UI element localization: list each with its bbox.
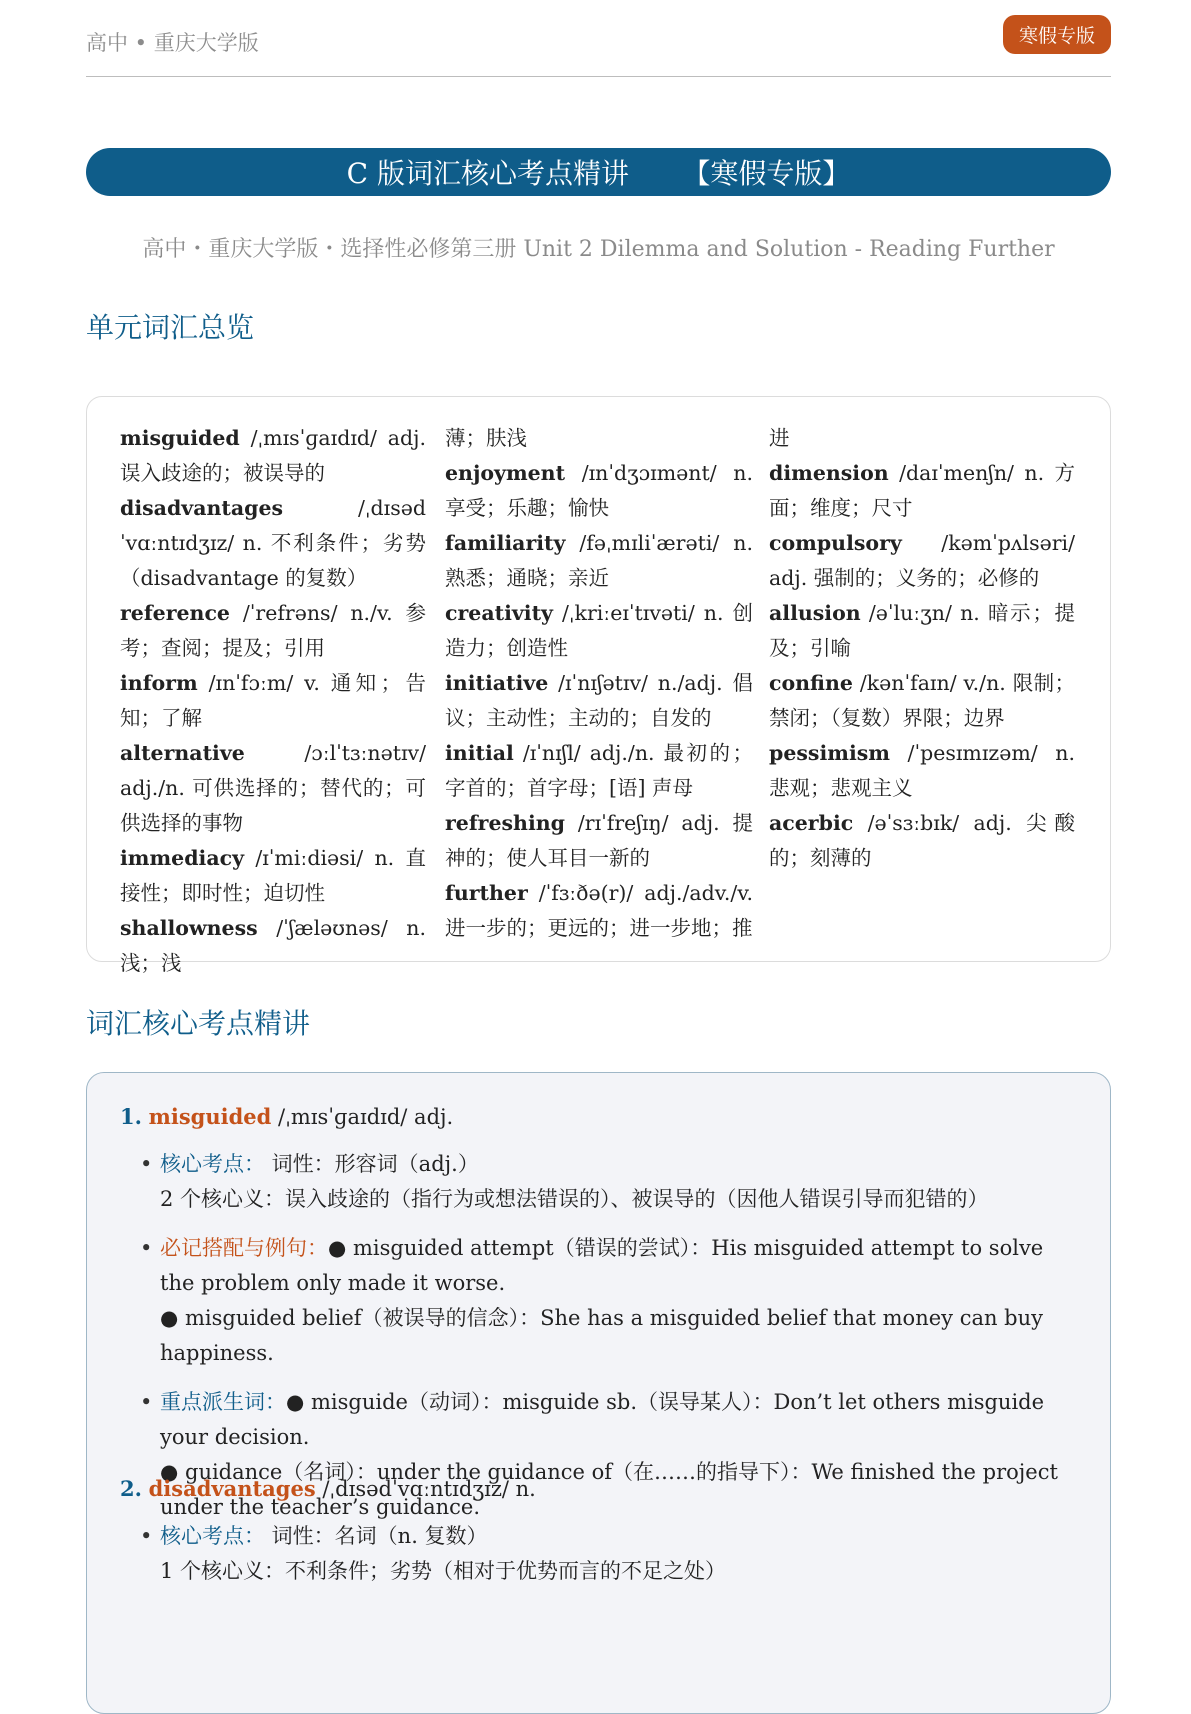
vocab-item: further /ˈfɜːðə(r)/ adj./adv./v. 进一步的；更远的；进一步地；推 bbox=[445, 881, 753, 940]
vocab-item: disadvantages /ˌdɪsədˈvɑːntɪdʒɪz/ n. 不利条件；劣势（disadvantage 的复数） bbox=[120, 496, 426, 590]
header-publisher: 高中 • 重庆大学版 bbox=[86, 31, 259, 55]
vocab-item: allusion /əˈluːʒn/ n. 暗示；提及；引喻 bbox=[769, 601, 1075, 660]
entry-heading: 2. disadvantages /ˌdɪsədˈvɑːntɪdʒɪz/ n. bbox=[120, 1476, 536, 1501]
title-banner bbox=[86, 148, 1111, 196]
vocab-item: familiarity /fəˌmɪliˈærəti/ n. 熟悉；通晓；亲近 bbox=[445, 531, 753, 590]
vocab-column-1 bbox=[120, 421, 426, 981]
vocab-entry-1 bbox=[120, 1101, 1080, 1525]
vocab-item: 进 bbox=[769, 426, 790, 450]
vocab-item: alternative /ɔːlˈtɜːnətɪv/ adj./n. 可供选择的；替代的；可供选择的事物 bbox=[120, 741, 426, 835]
vocab-item: acerbic /əˈsɜːbɪk/ adj. 尖酸的；刻薄的 bbox=[769, 811, 1075, 870]
vocab-item: initial /ɪˈnɪʃl/ adj./n. 最初的；字首的；首字母；[语] 声母 bbox=[445, 741, 753, 800]
core-point: • 核心考点： 词性：名词（n. 复数） 1 个核心义：不利条件；劣势（相对于优势而言的不足之处） bbox=[160, 1519, 1080, 1589]
vocab-item: dimension /daɪˈmenʃn/ n. 方面；维度；尺寸 bbox=[769, 461, 1075, 520]
vocab-item: pessimism /ˈpesɪmɪzəm/ n. 悲观；悲观主义 bbox=[769, 741, 1075, 800]
collocations: • 必记搭配与例句：● misguided attempt（错误的尝试）：His misguided attempt to solve the problem only made it worse. ● misguided belief（被误导的信念）：She has a misguided belief that money can buy happiness. bbox=[160, 1231, 1080, 1371]
section-title-overview: 单元词汇总览 bbox=[86, 311, 255, 344]
vocab-item: reference /ˈrefrəns/ n./v. 参考；查阅；提及；引用 bbox=[120, 601, 426, 660]
vocab-item: shallowness /ˈʃæləʊnəs/ n. 浅；浅 bbox=[120, 916, 426, 975]
vocab-item: inform /ɪnˈfɔːm/ v. 通知；告知；了解 bbox=[120, 671, 426, 730]
derivatives: • 重点派生词：● misguide（动词）：misguide sb.（误导某人）：Don’t let others misguide your decision. ● guidance（名词）：under the guidance of（在……的指导下）：We finished the project under the teacher’s guidance. bbox=[160, 1385, 1080, 1525]
vocab-item: immediacy /ɪˈmiːdiəsi/ n. 直接性；即时性；迫切性 bbox=[120, 846, 426, 905]
banner-tag: 【寒假专版】 bbox=[682, 157, 851, 190]
banner-title: C 版词汇核心考点精讲 bbox=[346, 157, 629, 190]
vocab-item: creativity /ˌkriːeɪˈtɪvəti/ n. 创造力；创造性 bbox=[445, 601, 753, 660]
edition-badge: 寒假专版 bbox=[1003, 15, 1111, 54]
vocab-detail-box bbox=[86, 1072, 1111, 1714]
core-point: • 核心考点： 词性：形容词（adj.） 2 个核心义：误入歧途的（指行为或想法错误的）、被误导的（因他人错误引导而犯错的） bbox=[160, 1147, 1080, 1217]
vocab-overview-box bbox=[86, 396, 1111, 975]
vocab-item: refreshing /rɪˈfreʃɪŋ/ adj. 提神的；使人耳目一新的 bbox=[445, 811, 753, 870]
page-header bbox=[86, 14, 1111, 77]
vocab-column-2 bbox=[445, 421, 753, 946]
page-subtitle: 高中・重庆大学版・选择性必修第三册 Unit 2 Dilemma and Solution - Reading Further bbox=[142, 237, 1055, 262]
entry-word: disadvantages bbox=[148, 1476, 316, 1501]
entry-heading: 1. misguided /ˌmɪsˈɡaɪdɪd/ adj. bbox=[120, 1104, 454, 1129]
entry-pronunciation: /ˌmɪsˈɡaɪdɪd/ adj. bbox=[271, 1105, 454, 1129]
entry-word: misguided bbox=[148, 1104, 272, 1129]
vocab-item: confine /kənˈfaɪn/ v./n. 限制；禁闭；（复数）界限；边界 bbox=[769, 671, 1075, 730]
vocab-item: enjoyment /ɪnˈdʒɔɪmənt/ n. 享受；乐趣；愉快 bbox=[445, 461, 753, 520]
entry-pronunciation: /ˌdɪsədˈvɑːntɪdʒɪz/ n. bbox=[315, 1477, 536, 1501]
vocab-item: compulsory /kəmˈpʌlsəri/ adj. 强制的；义务的；必修的 bbox=[769, 531, 1075, 590]
vocab-item: misguided /ˌmɪsˈɡaɪdɪd/ adj. 误入歧途的；被误导的 bbox=[120, 426, 426, 485]
vocab-entry-2 bbox=[120, 1473, 1080, 1589]
vocab-item: 薄；肤浅 bbox=[445, 426, 527, 450]
vocab-column-3 bbox=[769, 421, 1075, 876]
section-title-detail: 词汇核心考点精讲 bbox=[86, 1007, 311, 1040]
vocab-item: initiative /ɪˈnɪʃətɪv/ n./adj. 倡议；主动性；主动的；自发的 bbox=[445, 671, 753, 730]
